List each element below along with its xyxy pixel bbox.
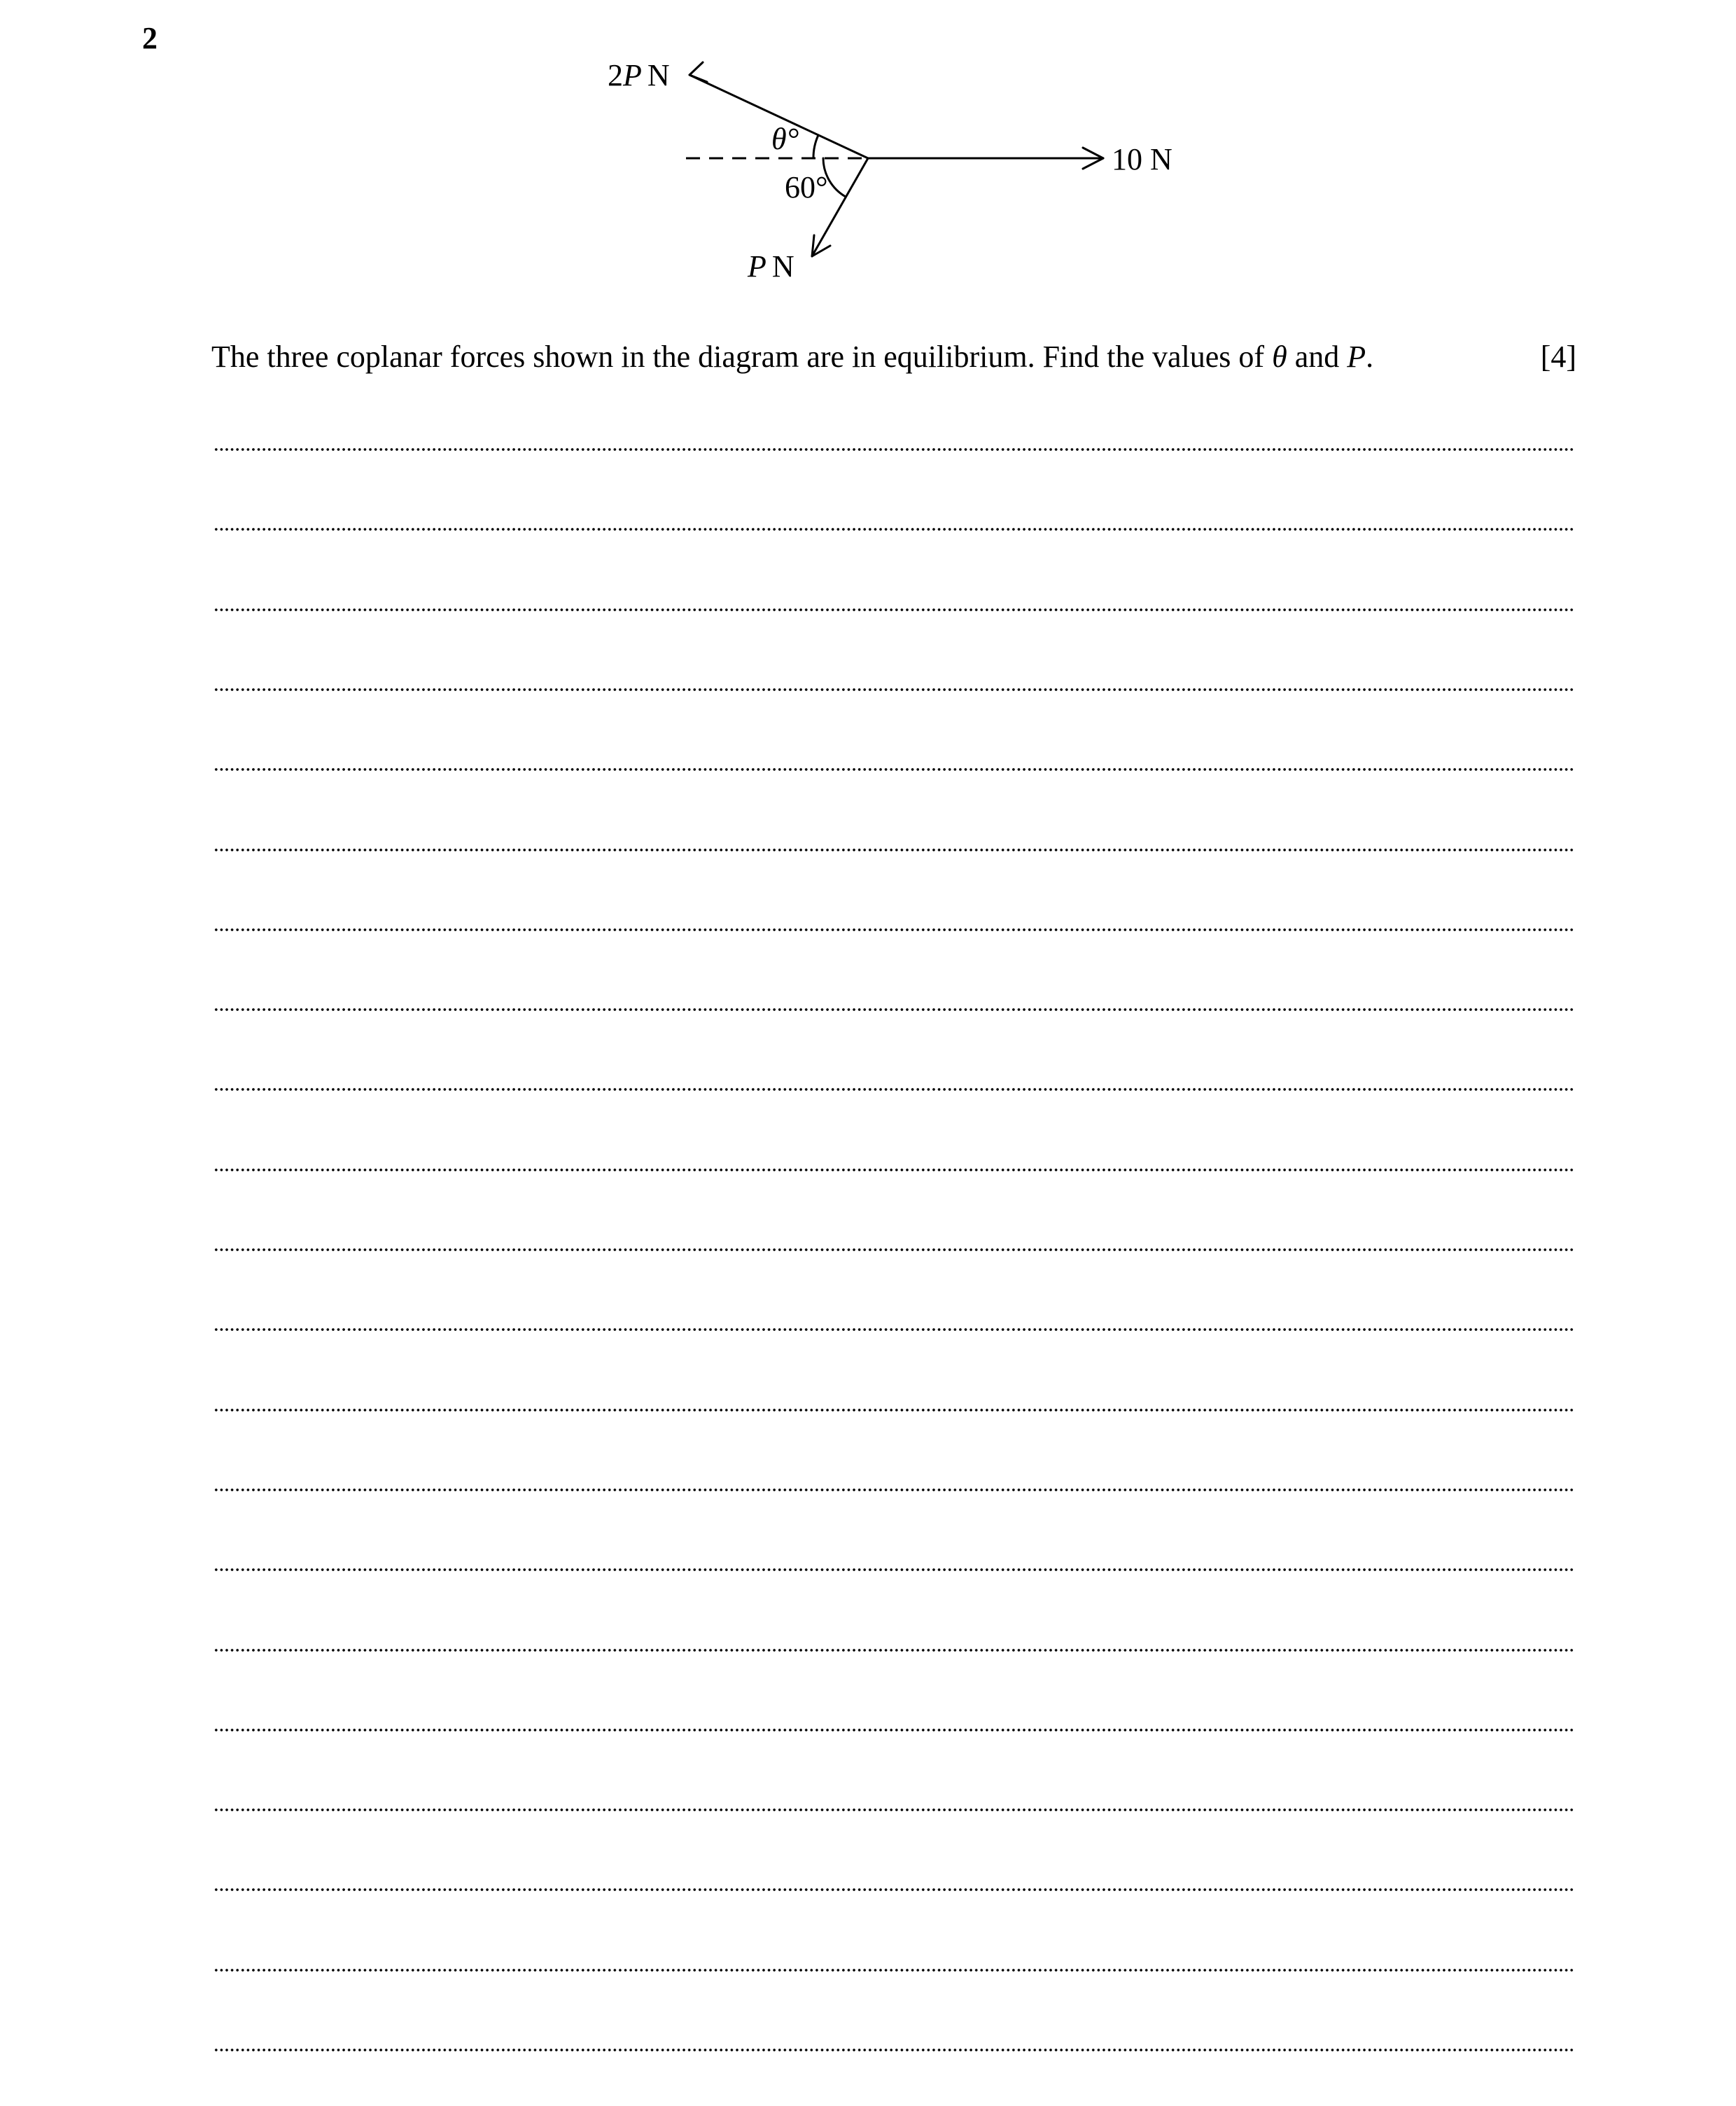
question-end: . — [1366, 340, 1374, 374]
question-text — [211, 337, 1576, 377]
question-number: 2 — [142, 21, 158, 55]
answer-line[interactable] — [214, 688, 1574, 692]
question-body: The three coplanar forces shown in the diagram are in equilibrium. Find the values of — [211, 340, 1273, 374]
label-theta-angle: θ° — [771, 122, 799, 156]
answer-line[interactable] — [214, 1888, 1574, 1892]
answer-line[interactable] — [214, 1007, 1574, 1012]
answer-line[interactable] — [214, 928, 1574, 932]
answer-line[interactable] — [214, 1968, 1574, 1972]
answer-line[interactable] — [214, 1408, 1574, 1412]
force-2pn-arrowhead — [690, 62, 707, 82]
theta-angle-arc — [813, 135, 818, 158]
answer-line[interactable] — [214, 608, 1574, 612]
force-diagram — [0, 0, 1736, 308]
answer-line[interactable] — [214, 1087, 1574, 1092]
answer-line[interactable] — [214, 1327, 1574, 1332]
answer-line[interactable] — [214, 767, 1574, 772]
answer-line[interactable] — [214, 1488, 1574, 1492]
answer-line[interactable] — [214, 527, 1574, 531]
marks-allocation: [4] — [1540, 340, 1576, 374]
label-pn: P N — [748, 249, 794, 284]
label-sixty-angle: 60° — [785, 170, 828, 204]
answer-line[interactable] — [214, 1648, 1574, 1652]
label-10n: 10 N — [1112, 142, 1172, 176]
theta-symbol: θ — [1272, 340, 1287, 374]
answer-line[interactable] — [214, 447, 1574, 452]
label-2pn: 2P N — [608, 58, 670, 92]
answer-line[interactable] — [214, 848, 1574, 852]
p-symbol: P — [1347, 340, 1366, 374]
answer-line[interactable] — [214, 1248, 1574, 1252]
answer-line[interactable] — [214, 1168, 1574, 1172]
answer-line[interactable] — [214, 1808, 1574, 1812]
answer-line[interactable] — [214, 1728, 1574, 1732]
answer-line[interactable] — [214, 1568, 1574, 1572]
question-and: and — [1287, 340, 1348, 374]
answer-line[interactable] — [214, 2048, 1574, 2052]
